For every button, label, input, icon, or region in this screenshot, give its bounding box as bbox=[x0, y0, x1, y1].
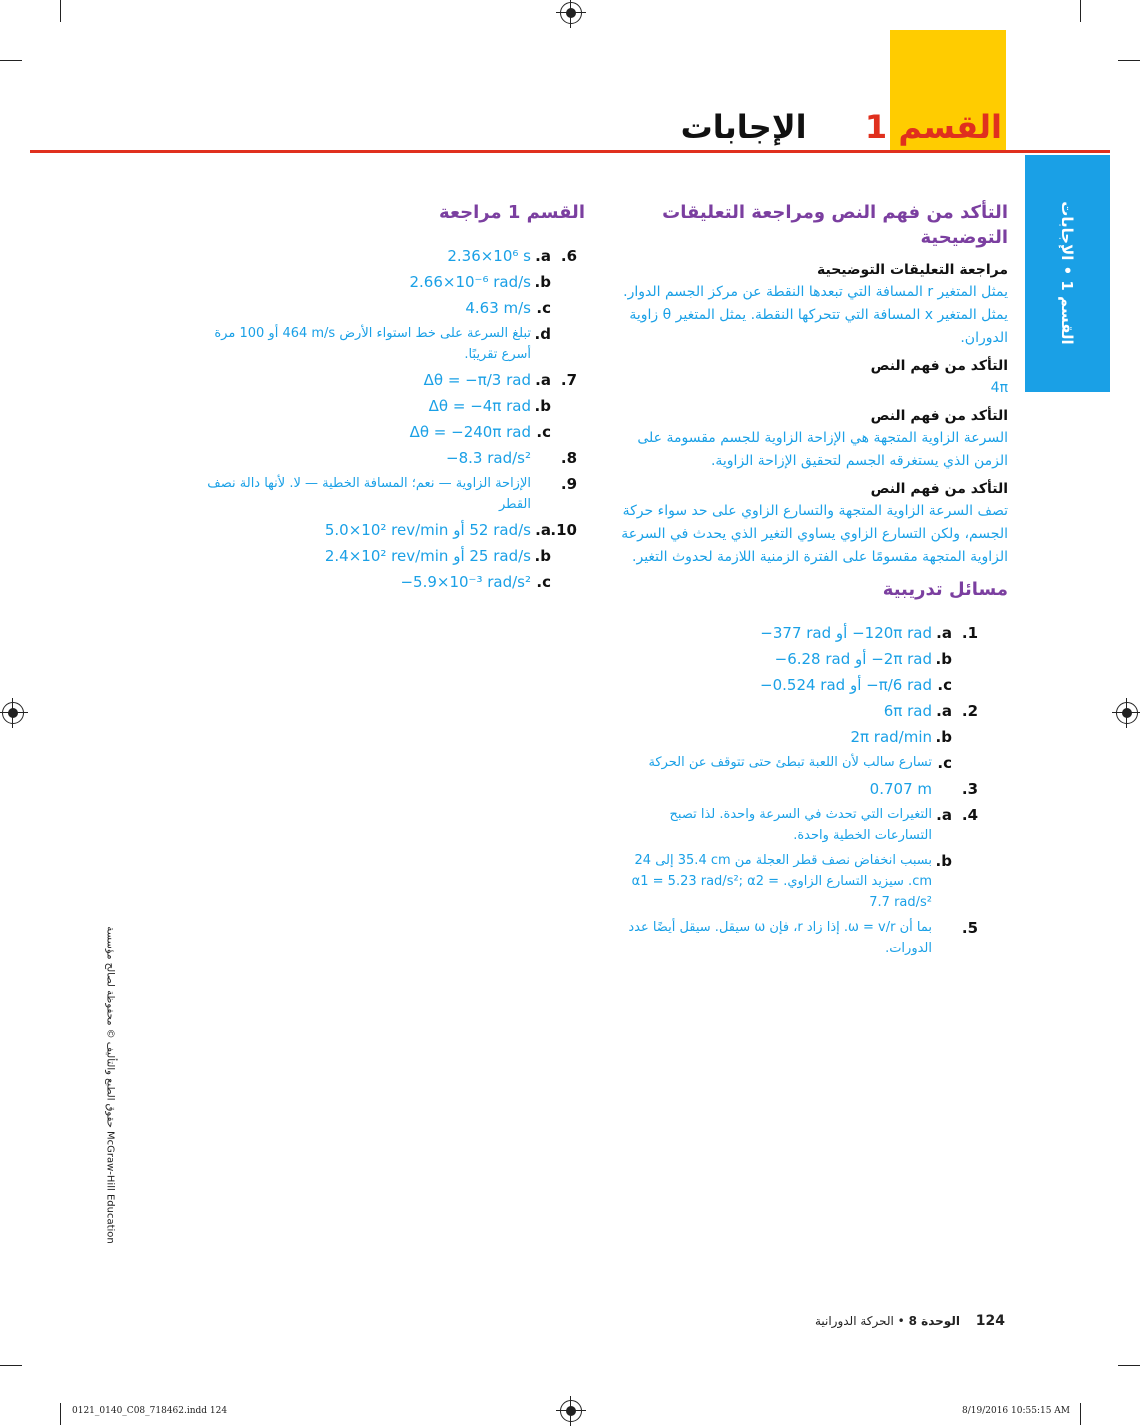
answer-item: b. بسبب انخفاض نصف قطر العجلة من ‎35.4 cm‏ إلى ‎24 cm‏. سيزيد التسارع الزاوي. ‎α1 = 5.23 rad/s²; α2 = 7.7 rad/s² bbox=[631, 852, 952, 910]
block-body: يمثل المتغير r المسافة التي تبعدها النقطة عن مركز الجسم الدوار. يمثل المتغير x المسافة التي تتحركها النقطة. يمثل المتغير θ زاوية الدوران. bbox=[623, 284, 1008, 346]
print-slug-file: 0121_0140_C08_718462.indd 124 bbox=[72, 1406, 228, 1416]
block-body: تصف السرعة الزاوية المتجهة والتسارع الزاوي على حد سواء حركة الجسم، ولكن التسارع الزاوي يساوي التغير الذي يحدث في السرعة الزاوية المتجهة مقسومًا على الفترة الزمنية اللازمة لحدوث التغير. bbox=[621, 503, 1008, 565]
header-title: الإجابات bbox=[680, 108, 807, 146]
footer-chapter: الوحدة 8 bbox=[908, 1314, 960, 1328]
page-header bbox=[681, 108, 1002, 146]
page-number: 124 bbox=[975, 1313, 1005, 1329]
copyright-credit: حقوق الطبع والتأليف © محفوظة لصالح مؤسسة McGraw-Hill Education bbox=[104, 926, 116, 1244]
crop-mark bbox=[1118, 60, 1140, 61]
block-body: السرعة الزاوية المتجهة هي الإزاحة الزاوية للجسم مقسومة على الزمن الذي يستغرقه الجسم لتحقيق الإزاحة الزاوية. bbox=[637, 430, 1008, 469]
review-block bbox=[620, 481, 1008, 569]
answer-item: b. ‎−2π rad‏ أو ‎−6.28 rad bbox=[774, 650, 952, 668]
crop-mark bbox=[60, 0, 61, 22]
block-subtitle: التأكد من فهم النص bbox=[870, 481, 1008, 497]
crop-mark bbox=[1118, 1365, 1140, 1366]
answer-item: 5. بما أن ‎ω = v/r‏. إذا زاد r، فإن ω سيقل. سيقل أيضًا عدد الدورات. bbox=[628, 919, 978, 956]
crop-mark bbox=[60, 1403, 61, 1425]
review-block bbox=[620, 408, 1008, 473]
answer-item: 1. a. ‎−120π rad‏ أو ‎−377 rad bbox=[760, 624, 978, 642]
answer-item: b. ‎Δθ = −4π rad bbox=[428, 397, 551, 415]
practice-title: مسائل تدريبية bbox=[882, 579, 1008, 600]
answer-item: b. ‎2.66×10⁻⁶ rad/s bbox=[409, 273, 551, 291]
registration-mark bbox=[1116, 702, 1138, 724]
review-block bbox=[620, 262, 1008, 350]
answer-item: c. ‎Δθ = −240π rad bbox=[409, 423, 551, 441]
print-slug-date: 8/19/2016 10:55:15 AM bbox=[962, 1406, 1071, 1416]
crop-mark bbox=[1080, 1403, 1081, 1425]
answer-item: 4. a. التغيرات التي تحدث في السرعة واحدة. لذا تصبح التسارعات الخطية واحدة. bbox=[669, 806, 978, 843]
block-subtitle: التأكد من فهم النص bbox=[870, 408, 1008, 424]
answer-item: b. ‎2π rad/min bbox=[850, 728, 952, 746]
answer-item: c. ‎−5.9×10⁻³ rad/s² bbox=[400, 573, 551, 591]
side-tab-label: القسم 1 • الإجابات bbox=[1058, 201, 1076, 345]
review-block bbox=[620, 358, 1008, 400]
left-column bbox=[200, 200, 585, 597]
answer-item: 9. الإزاحة الزاوية — نعم؛ المسافة الخطية — لا. لأنها دالة نصف القطر bbox=[207, 475, 577, 512]
answer-item: 6. a. ‎2.36×10⁶ s bbox=[447, 247, 577, 265]
answer-item: 3. ‎0.707 m bbox=[869, 780, 978, 798]
answer-item: b. ‎25 rad/s‏ أو ‎2.4×10² rev/min bbox=[324, 547, 551, 565]
answer-item: c. ‎−π/6 rad‏ أو ‎−0.524 rad bbox=[760, 676, 952, 694]
answer-item: 10. a. ‎52 rad/s‏ أو ‎5.0×10² rev/min bbox=[324, 521, 577, 539]
answer-item: c. ‎4.63 m/s bbox=[465, 299, 551, 317]
side-tab bbox=[1025, 155, 1110, 392]
registration-mark bbox=[560, 1400, 582, 1422]
registration-mark bbox=[560, 2, 582, 24]
practice-answers bbox=[620, 622, 1008, 959]
answer-item: d. تبلغ السرعة على خط استواء الأرض ‎464 m/s‏ أو 100 مرة أسرع تقريبًا. bbox=[214, 325, 551, 362]
answer-item: 7. a. ‎Δθ = −π/3 rad bbox=[423, 371, 577, 389]
answer-item: c. تسارع سالب لأن اللعبة تبطئ حتى تتوقف عن الحركة bbox=[648, 754, 952, 772]
answer-item: 2. a. ‎6π rad bbox=[883, 702, 978, 720]
header-rule bbox=[30, 150, 1110, 153]
crop-mark bbox=[0, 60, 22, 61]
review-answers bbox=[200, 245, 585, 593]
section-title: التأكد من فهم النص ومراجعة التعليقات التوضيحية bbox=[662, 202, 1008, 248]
header-section: القسم 1 bbox=[864, 108, 1002, 146]
block-subtitle: مراجعة التعليقات التوضيحية bbox=[817, 262, 1008, 278]
answer-item: 8. ‎−8.3 rad/s² bbox=[446, 449, 577, 467]
right-column bbox=[620, 200, 1008, 963]
block-subtitle: التأكد من فهم النص bbox=[870, 358, 1008, 374]
page-footer bbox=[815, 1313, 1005, 1329]
registration-mark bbox=[2, 702, 24, 724]
crop-mark bbox=[1080, 0, 1081, 22]
footer-topic: • الحركة الدورانية bbox=[814, 1314, 905, 1328]
crop-mark bbox=[0, 1365, 22, 1366]
block-body: 4π bbox=[990, 380, 1008, 396]
review-title: القسم 1 مراجعة bbox=[439, 202, 585, 223]
